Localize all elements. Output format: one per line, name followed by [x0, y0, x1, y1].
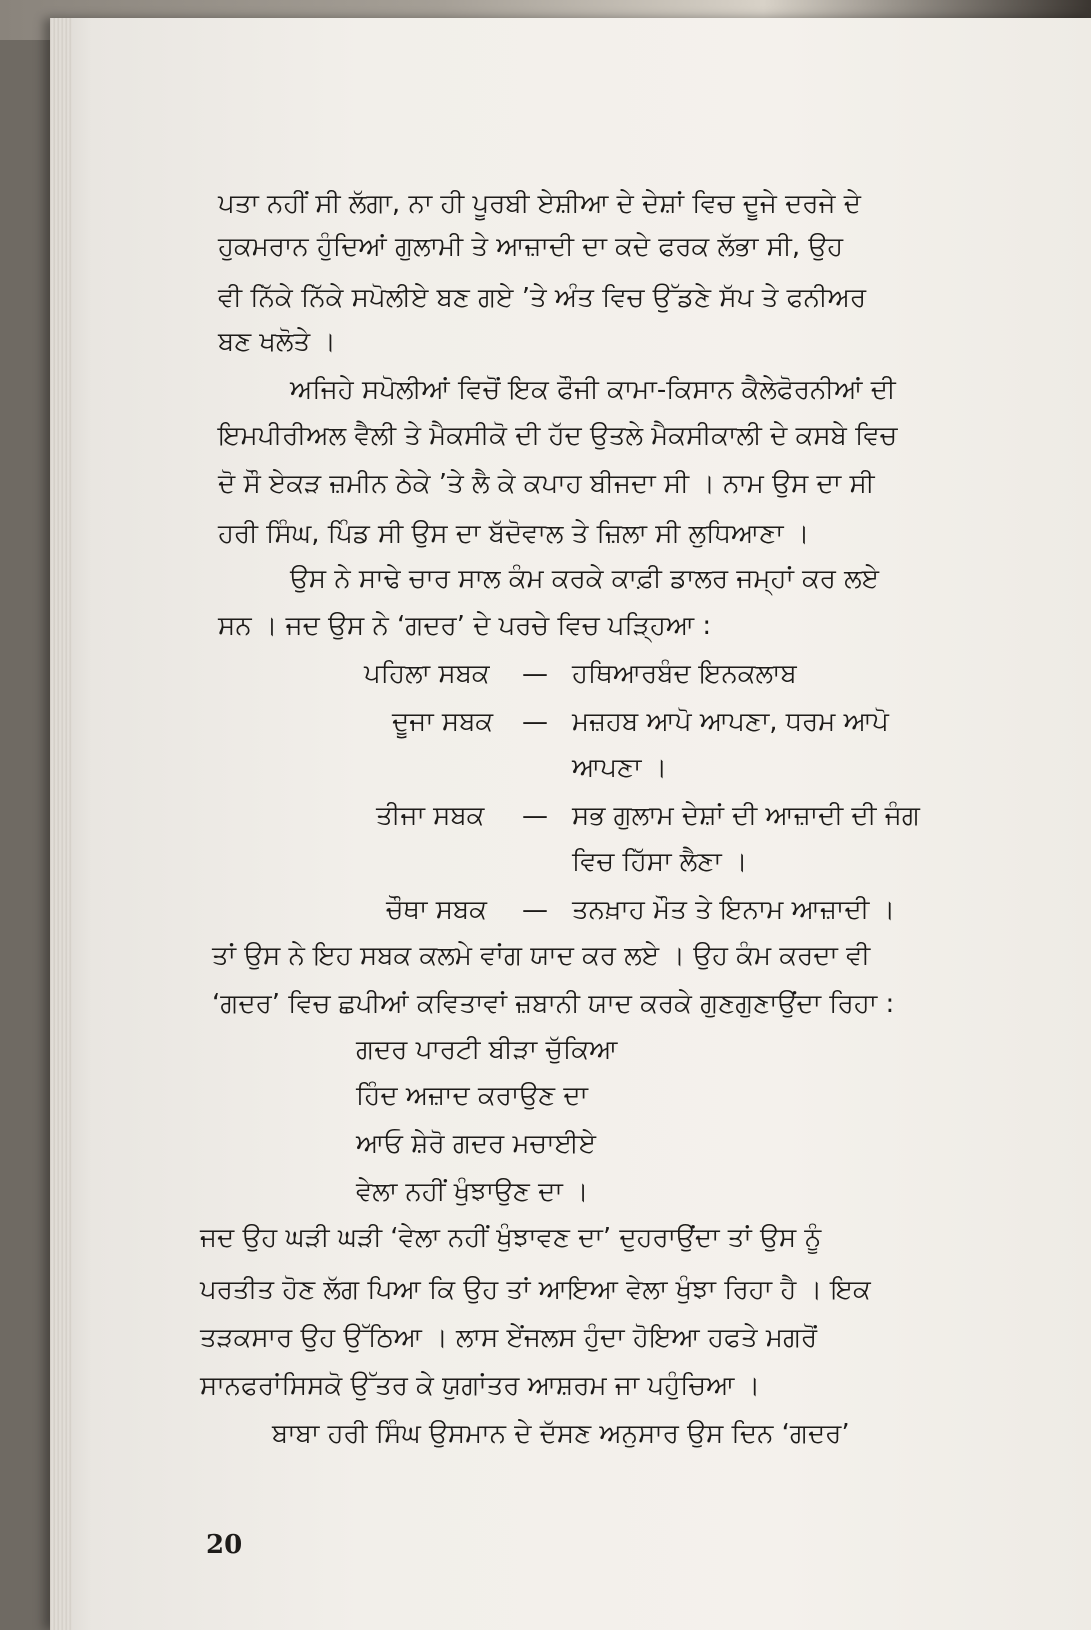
- text-line: ਜਦ ਉਹ ਘੜੀ ਘੜੀ ‘ਵੇਲਾ ਨਹੀਂ ਖੁੰਝਾਵਣ ਦਾ’ ਦੁਹਰਾਉਂਦਾ ਤਾਂ ਉਸ ਨੂੰ: [200, 1223, 822, 1253]
- poem-line: ਗਦਰ ਪਾਰਟੀ ਬੀੜਾ ਚੁੱਕਿਆ: [356, 1035, 618, 1065]
- lesson-text: ਆਪਣਾ ।: [572, 753, 668, 783]
- text-line: ਹਰੀ ਸਿੰਘ, ਪਿੰਡ ਸੀ ਉਸ ਦਾ ਬੱਦੋਵਾਲ ਤੇ ਜ਼ਿਲਾ ਸੀ ਲੁਧਿਆਣਾ ।: [218, 519, 810, 549]
- text-line: ਹੁਕਮਰਾਨ ਹੁੰਦਿਆਂ ਗੁਲਾਮੀ ਤੇ ਆਜ਼ਾਦੀ ਦਾ ਕਦੇ ਫਰਕ ਲੱਭਾ ਸੀ, ਉਹ: [218, 232, 844, 262]
- text-line: ‘ਗਦਰ’ ਵਿਚ ਛਪੀਆਂ ਕਵਿਤਾਵਾਂ ਜ਼ਬਾਨੀ ਯਾਦ ਕਰਕੇ ਗੁਣਗੁਣਾਉਂਦਾ ਰਿਹਾ :: [212, 989, 895, 1019]
- text-line: ਸਨ । ਜਦ ਉਸ ਨੇ ‘ਗਦਰ’ ਦੇ ਪਰਚੇ ਵਿਚ ਪੜ੍ਹਿਆ :: [218, 611, 712, 641]
- text-line: ਸਾਨਫਰਾਂਸਿਸਕੋ ਉੱਤਰ ਕੇ ਯੁਗਾਂਤਰ ਆਸ਼ਰਮ ਜਾ ਪਹੁੰਚਿਆ ।: [200, 1371, 761, 1401]
- text-line: ਪਤਾ ਨਹੀਂ ਸੀ ਲੱਗਾ, ਨਾ ਹੀ ਪੂਰਬੀ ਏਸ਼ੀਆ ਦੇ ਦੇਸ਼ਾਂ ਵਿਚ ਦੂਜੇ ਦਰਜੇ ਦੇ: [218, 189, 861, 219]
- text-line: ਉਸ ਨੇ ਸਾਢੇ ਚਾਰ ਸਾਲ ਕੰਮ ਕਰਕੇ ਕਾਫ਼ੀ ਡਾਲਰ ਜਮ੍ਹਾਂ ਕਰ ਲਏ: [290, 564, 880, 594]
- lesson-label: ਦੂਜਾ ਸਬਕ: [392, 707, 494, 737]
- text-line: ਅਜਿਹੇ ਸਪੋਲੀਆਂ ਵਿਚੋਂ ਇਕ ਫੌਜੀ ਕਾਮਾ-ਕਿਸਾਨ ਕੈਲੇਫੋਰਨੀਆਂ ਦੀ: [290, 375, 896, 405]
- page-number: 20: [206, 1530, 243, 1560]
- poem-line: ਆਓ ਸ਼ੇਰੋ ਗਦਰ ਮਚਾਈਏ: [356, 1129, 597, 1159]
- lesson-dash: —: [522, 801, 548, 831]
- text-line: ਬਣ ਖਲੋਤੇ ।: [218, 327, 336, 357]
- lesson-text: ਮਜ਼ਹਬ ਆਪੋ ਆਪਣਾ, ਧਰਮ ਆਪੋ: [572, 707, 889, 737]
- text-line: ਤਾਂ ਉਸ ਨੇ ਇਹ ਸਬਕ ਕਲਮੇ ਵਾਂਗ ਯਾਦ ਕਰ ਲਏ । ਉਹ ਕੰਮ ਕਰਦਾ ਵੀ: [212, 941, 871, 971]
- text-line: ਬਾਬਾ ਹਰੀ ਸਿੰਘ ਉਸਮਾਨ ਦੇ ਦੱਸਣ ਅਨੁਸਾਰ ਉਸ ਦਿਨ ‘ਗਦਰ’: [272, 1419, 850, 1449]
- text-line: ਤੜਕਸਾਰ ਉਹ ਉੱਠਿਆ । ਲਾਸ ਏਂਜਲਸ ਹੁੰਦਾ ਹੋਇਆ ਹਫਤੇ ਮਗਰੋਂ: [200, 1323, 818, 1353]
- lesson-label: ਤੀਜਾ ਸਬਕ: [376, 801, 485, 831]
- lesson-dash: —: [522, 659, 548, 689]
- text-line: ਪਰਤੀਤ ਹੋਣ ਲੱਗ ਪਿਆ ਕਿ ਉਹ ਤਾਂ ਆਇਆ ਵੇਲਾ ਖੁੰਝਾ ਰਿਹਾ ਹੈ । ਇਕ: [200, 1275, 871, 1305]
- lesson-label: ਪਹਿਲਾ ਸਬਕ: [364, 659, 490, 689]
- text-line: ਵੀ ਨਿੱਕੇ ਨਿੱਕੇ ਸਪੋਲੀਏ ਬਣ ਗਏ ’ਤੇ ਅੰਤ ਵਿਚ ਉੱਡਣੇ ਸੱਪ ਤੇ ਫਨੀਅਰ: [218, 283, 867, 313]
- lesson-label: ਚੌਥਾ ਸਬਕ: [386, 895, 487, 925]
- poem-line: ਹਿੰਦ ਅਜ਼ਾਦ ਕਰਾਉਣ ਦਾ: [356, 1081, 588, 1111]
- poem-line: ਵੇਲਾ ਨਹੀਂ ਖੁੰਝਾਉਣ ਦਾ ।: [356, 1177, 589, 1207]
- lesson-dash: —: [522, 895, 548, 925]
- lesson-text: ਵਿਚ ਹਿੱਸਾ ਲੈਣਾ ।: [572, 847, 748, 877]
- text-line: ਇਮਪੀਰੀਅਲ ਵੈਲੀ ਤੇ ਮੈਕਸੀਕੋ ਦੀ ਹੱਦ ਉਤਲੇ ਮੈਕਸੀਕਾਲੀ ਦੇ ਕਸਬੇ ਵਿਚ: [218, 421, 898, 451]
- lesson-text: ਤਨਖ਼ਾਹ ਮੌਤ ਤੇ ਇਨਾਮ ਆਜ਼ਾਦੀ ।: [572, 895, 896, 925]
- lesson-text: ਹਥਿਆਰਬੰਦ ਇਨਕਲਾਬ: [572, 659, 797, 689]
- lesson-text: ਸਭ ਗੁਲਾਮ ਦੇਸ਼ਾਂ ਦੀ ਆਜ਼ਾਦੀ ਦੀ ਜੰਗ: [572, 801, 920, 831]
- lesson-dash: —: [522, 707, 548, 737]
- text-line: ਦੋ ਸੌ ਏਕੜ ਜ਼ਮੀਨ ਠੇਕੇ ’ਤੇ ਲੈ ਕੇ ਕਪਾਹ ਬੀਜਦਾ ਸੀ । ਨਾਮ ਉਸ ਦਾ ਸੀ: [218, 469, 875, 499]
